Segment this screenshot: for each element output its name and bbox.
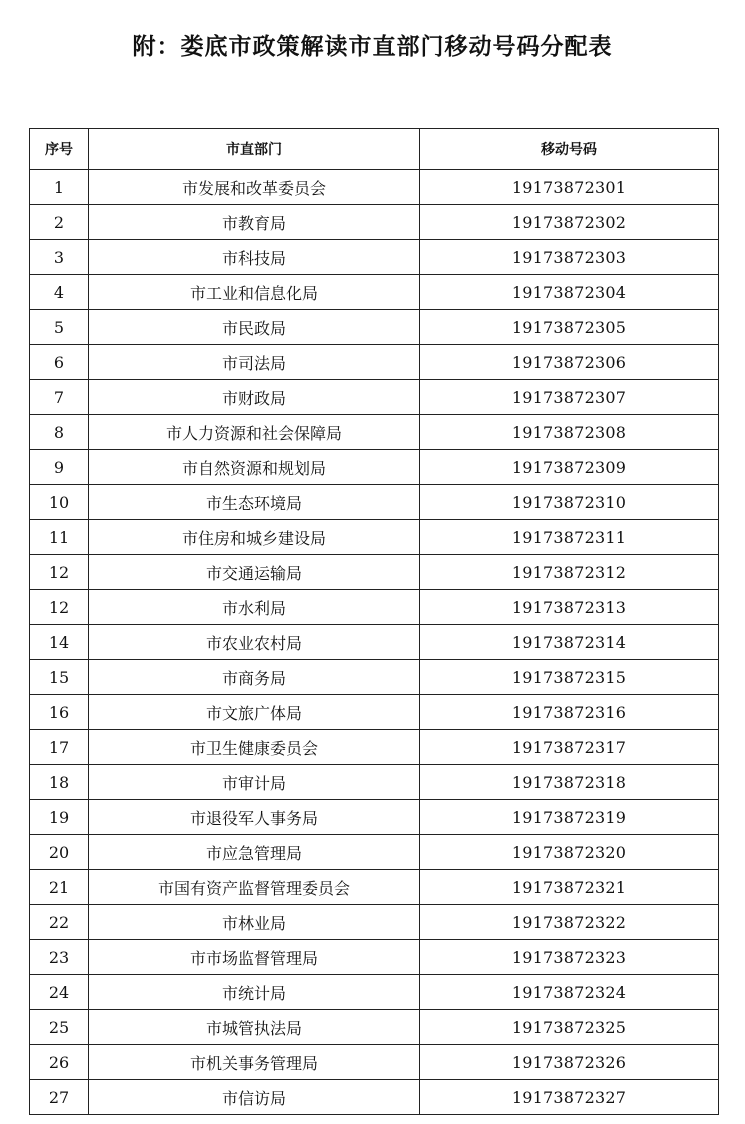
department-cell: 市城管执法局 [89, 1010, 420, 1045]
department-cell: 市发展和改革委员会 [89, 170, 420, 205]
mobile-number-cell: 19173872316 [420, 695, 719, 730]
page-title: 附：娄底市政策解读市直部门移动号码分配表 [132, 34, 613, 60]
department-cell: 市生态环境局 [89, 485, 420, 520]
mobile-number-cell: 19173872327 [420, 1080, 719, 1115]
serial-number-cell: 27 [30, 1080, 89, 1115]
department-cell: 市教育局 [89, 205, 420, 240]
table-row [30, 170, 719, 205]
serial-number-cell: 8 [30, 415, 89, 450]
table-row [30, 380, 719, 415]
department-cell: 市水利局 [89, 590, 420, 625]
mobile-number-cell: 19173872306 [420, 345, 719, 380]
serial-number-cell: 6 [30, 345, 89, 380]
mobile-number-cell: 19173872301 [420, 170, 719, 205]
table-body [30, 170, 719, 1115]
department-cell: 市工业和信息化局 [89, 275, 420, 310]
table-row [30, 345, 719, 380]
table-row [30, 660, 719, 695]
serial-number-cell: 4 [30, 275, 89, 310]
serial-number-cell: 12 [30, 590, 89, 625]
mobile-number-cell: 19173872308 [420, 415, 719, 450]
mobile-number-cell: 19173872320 [420, 835, 719, 870]
table-row [30, 835, 719, 870]
serial-number-cell: 23 [30, 940, 89, 975]
department-cell: 市农业农村局 [89, 625, 420, 660]
mobile-number-cell: 19173872317 [420, 730, 719, 765]
table-row [30, 975, 719, 1010]
mobile-number-cell: 19173872304 [420, 275, 719, 310]
department-cell: 市信访局 [89, 1080, 420, 1115]
department-cell: 市民政局 [89, 310, 420, 345]
serial-number-cell: 2 [30, 205, 89, 240]
mobile-number-cell: 19173872303 [420, 240, 719, 275]
department-cell: 市退役军人事务局 [89, 800, 420, 835]
serial-number-cell: 3 [30, 240, 89, 275]
table-header [30, 129, 719, 170]
department-cell: 市应急管理局 [89, 835, 420, 870]
header-serial-number: 序号 [30, 129, 89, 170]
department-cell: 市文旅广体局 [89, 695, 420, 730]
table-row [30, 625, 719, 660]
serial-number-cell: 15 [30, 660, 89, 695]
table-row [30, 730, 719, 765]
mobile-number-cell: 19173872318 [420, 765, 719, 800]
serial-number-cell: 9 [30, 450, 89, 485]
serial-number-cell: 14 [30, 625, 89, 660]
mobile-number-cell: 19173872326 [420, 1045, 719, 1080]
table-row [30, 590, 719, 625]
mobile-number-cell: 19173872309 [420, 450, 719, 485]
department-cell: 市科技局 [89, 240, 420, 275]
mobile-number-cell: 19173872307 [420, 380, 719, 415]
mobile-number-cell: 19173872324 [420, 975, 719, 1010]
table-row [30, 450, 719, 485]
department-cell: 市司法局 [89, 345, 420, 380]
table-row [30, 1010, 719, 1045]
serial-number-cell: 19 [30, 800, 89, 835]
serial-number-cell: 25 [30, 1010, 89, 1045]
serial-number-cell: 10 [30, 485, 89, 520]
table-row [30, 485, 719, 520]
table-row [30, 275, 719, 310]
department-cell: 市财政局 [89, 380, 420, 415]
table-row [30, 905, 719, 940]
header-mobile-number: 移动号码 [420, 129, 719, 170]
serial-number-cell: 16 [30, 695, 89, 730]
mobile-number-cell: 19173872314 [420, 625, 719, 660]
department-cell: 市统计局 [89, 975, 420, 1010]
serial-number-cell: 7 [30, 380, 89, 415]
serial-number-cell: 20 [30, 835, 89, 870]
table-row [30, 800, 719, 835]
table-row [30, 940, 719, 975]
department-cell: 市人力资源和社会保障局 [89, 415, 420, 450]
table-row [30, 695, 719, 730]
phone-allocation-table [29, 128, 719, 1115]
serial-number-cell: 24 [30, 975, 89, 1010]
mobile-number-cell: 19173872315 [420, 660, 719, 695]
department-cell: 市市场监督管理局 [89, 940, 420, 975]
mobile-number-cell: 19173872311 [420, 520, 719, 555]
department-cell: 市林业局 [89, 905, 420, 940]
mobile-number-cell: 19173872310 [420, 485, 719, 520]
mobile-number-cell: 19173872313 [420, 590, 719, 625]
table-row [30, 310, 719, 345]
mobile-number-cell: 19173872305 [420, 310, 719, 345]
department-cell: 市审计局 [89, 765, 420, 800]
table-row [30, 205, 719, 240]
header-row [30, 129, 719, 170]
mobile-number-cell: 19173872319 [420, 800, 719, 835]
mobile-number-cell: 19173872321 [420, 870, 719, 905]
mobile-number-cell: 19173872312 [420, 555, 719, 590]
table-row [30, 555, 719, 590]
table-row [30, 240, 719, 275]
mobile-number-cell: 19173872302 [420, 205, 719, 240]
serial-number-cell: 22 [30, 905, 89, 940]
mobile-number-cell: 19173872325 [420, 1010, 719, 1045]
serial-number-cell: 1 [30, 170, 89, 205]
phone-allocation-table-container [29, 128, 718, 1115]
header-department: 市直部门 [89, 129, 420, 170]
serial-number-cell: 11 [30, 520, 89, 555]
table-row [30, 765, 719, 800]
serial-number-cell: 21 [30, 870, 89, 905]
table-row [30, 1080, 719, 1115]
department-cell: 市交通运输局 [89, 555, 420, 590]
serial-number-cell: 18 [30, 765, 89, 800]
department-cell: 市卫生健康委员会 [89, 730, 420, 765]
mobile-number-cell: 19173872323 [420, 940, 719, 975]
serial-number-cell: 5 [30, 310, 89, 345]
department-cell: 市机关事务管理局 [89, 1045, 420, 1080]
table-row [30, 1045, 719, 1080]
table-row [30, 520, 719, 555]
department-cell: 市自然资源和规划局 [89, 450, 420, 485]
table-row [30, 415, 719, 450]
department-cell: 市住房和城乡建设局 [89, 520, 420, 555]
mobile-number-cell: 19173872322 [420, 905, 719, 940]
serial-number-cell: 26 [30, 1045, 89, 1080]
department-cell: 市商务局 [89, 660, 420, 695]
department-cell: 市国有资产监督管理委员会 [89, 870, 420, 905]
table-row [30, 870, 719, 905]
serial-number-cell: 17 [30, 730, 89, 765]
serial-number-cell: 12 [30, 555, 89, 590]
